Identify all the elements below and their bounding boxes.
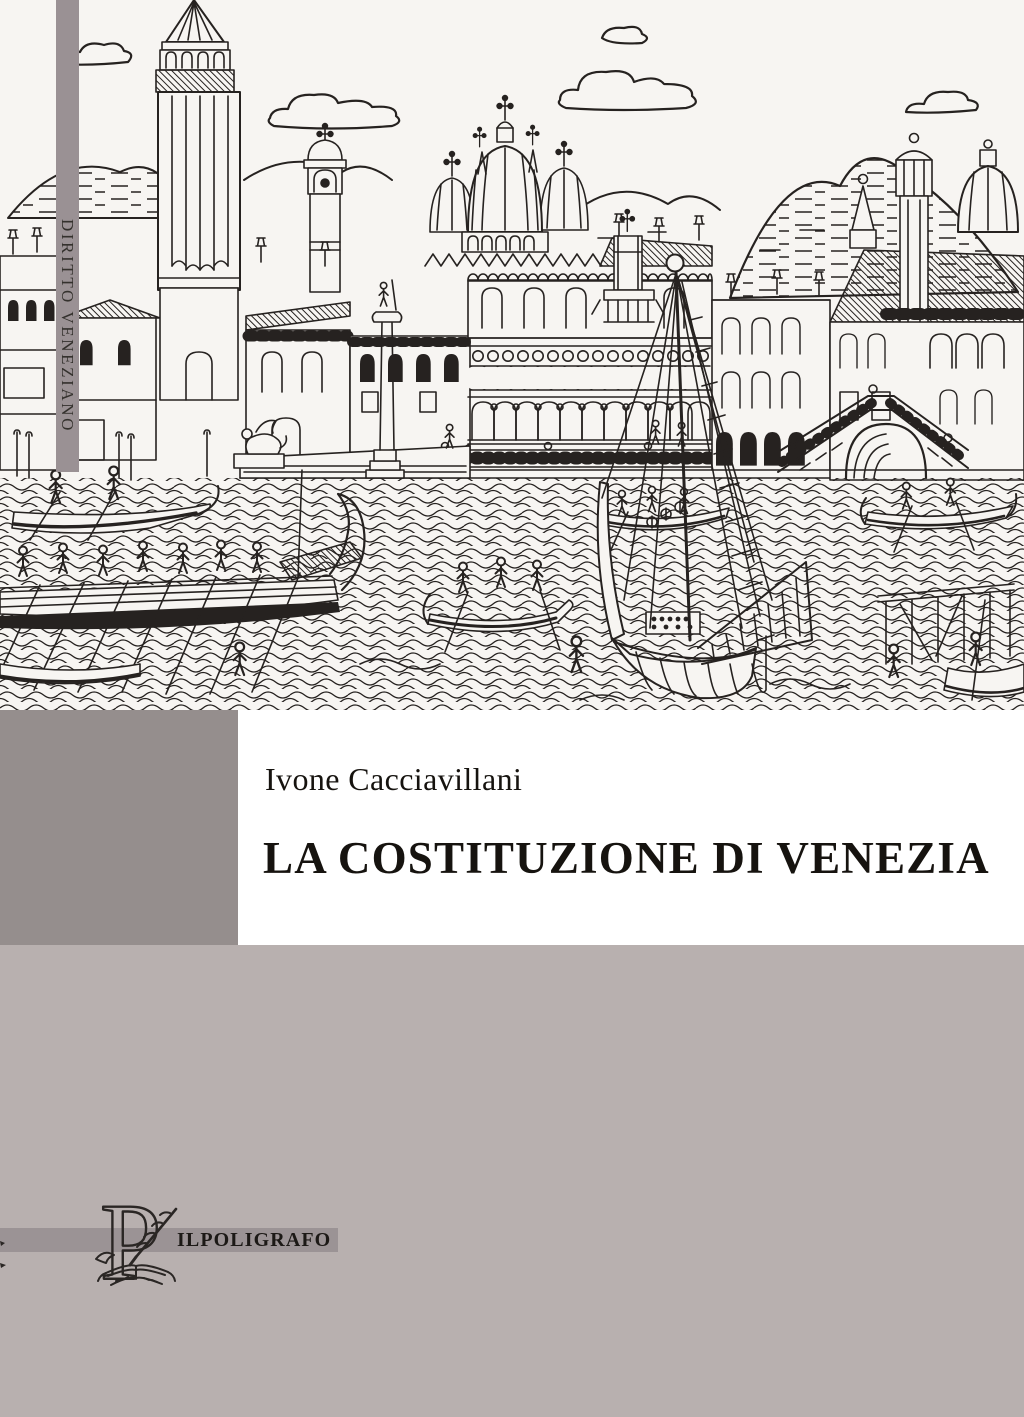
palace-balustrade	[430, 443, 712, 468]
gray-block	[0, 710, 238, 945]
thin-tower	[896, 134, 932, 331]
campanile-tower	[156, 0, 240, 400]
right-dome	[958, 140, 1018, 232]
author-name: Ivone Cacciavillani	[265, 761, 523, 797]
series-stripe	[56, 0, 79, 472]
quill-flourish-icon	[0, 1235, 16, 1279]
title-band	[0, 710, 1024, 945]
left-buildings	[0, 228, 160, 470]
publisher-initial: P	[100, 1193, 162, 1295]
st-marks-basilica	[425, 96, 712, 266]
footer-band	[0, 945, 1024, 1417]
series-label: DIRITTO VENEZIANO	[58, 219, 77, 434]
publisher-wordmark: ILPOLIGRAFO	[177, 1229, 332, 1251]
book-title: LA COSTITUZIONE DI VENEZIA	[263, 833, 990, 883]
